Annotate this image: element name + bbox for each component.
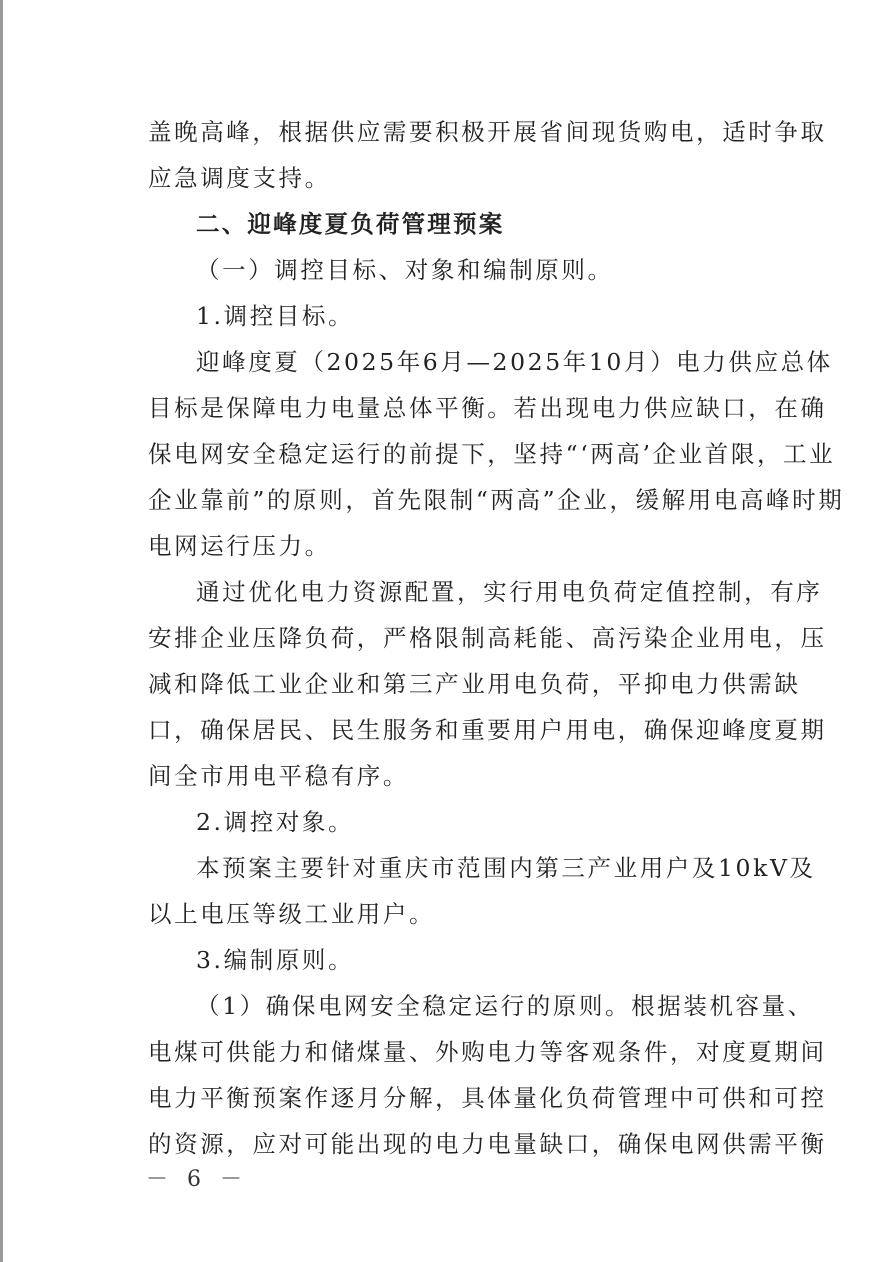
paragraph-line: 企业靠前”的原则，首先限制“两高”企业，缓解用电高峰时期 [148,486,845,514]
paragraph-line: 应急调度支持。 [148,164,331,192]
item-heading: 2.调控对象。 [196,808,355,836]
paragraph-line: 减和降低工业企业和第三产业用电负荷，平抑电力供需缺 [148,670,801,698]
paragraph-line: 以上电压等级工业用户。 [148,900,436,928]
paragraph-line: 盖晚高峰，根据供应需要积极开展省间现货购电，适时争取 [148,118,827,146]
subsection-heading: （一）调控目标、对象和编制原则。 [196,256,614,284]
paragraph-line: 本预案主要针对重庆市范围内第三产业用户及10kV及 [196,854,816,882]
paragraph-line: 通过优化电力资源配置，实行用电负荷定值控制，有序 [196,578,823,606]
paragraph-line: 电力平衡预案作逐月分解，具体量化负荷管理中可供和可控 [148,1084,827,1112]
item-heading: 3.编制原则。 [196,946,355,974]
item-heading: 1.调控目标。 [196,302,355,330]
paragraph-line: （1）确保电网安全稳定运行的原则。根据装机容量、 [196,992,814,1020]
paragraph-line: 安排企业压降负荷，严格限制高耗能、高污染企业用电，压 [148,624,827,652]
page-number: － 6 － [146,1167,248,1192]
paragraph-line: 电网运行压力。 [148,532,331,560]
paragraph-line: 间全市用电平稳有序。 [148,762,409,790]
paragraph-line: 口，确保居民、民生服务和重要用户用电，确保迎峰度夏期 [148,716,827,744]
paragraph-line: 的资源，应对可能出现的电力电量缺口，确保电网供需平衡 [148,1130,827,1158]
section-heading: 二、迎峰度夏负荷管理预案 [196,210,505,238]
paragraph-line: 目标是保障电力电量总体平衡。若出现电力供应缺口，在确 [148,394,827,422]
paragraph-line: 保电网安全稳定运行的前提下，坚持“‘两高’企业首限，工业 [148,440,836,468]
paragraph-line: 迎峰度夏（2025年6月—2025年10月）电力供应总体 [196,348,833,376]
paragraph-line: 电煤可供能力和储煤量、外购电力等客观条件，对度夏期间 [148,1038,827,1066]
page-edge-shadow [0,0,3,1262]
